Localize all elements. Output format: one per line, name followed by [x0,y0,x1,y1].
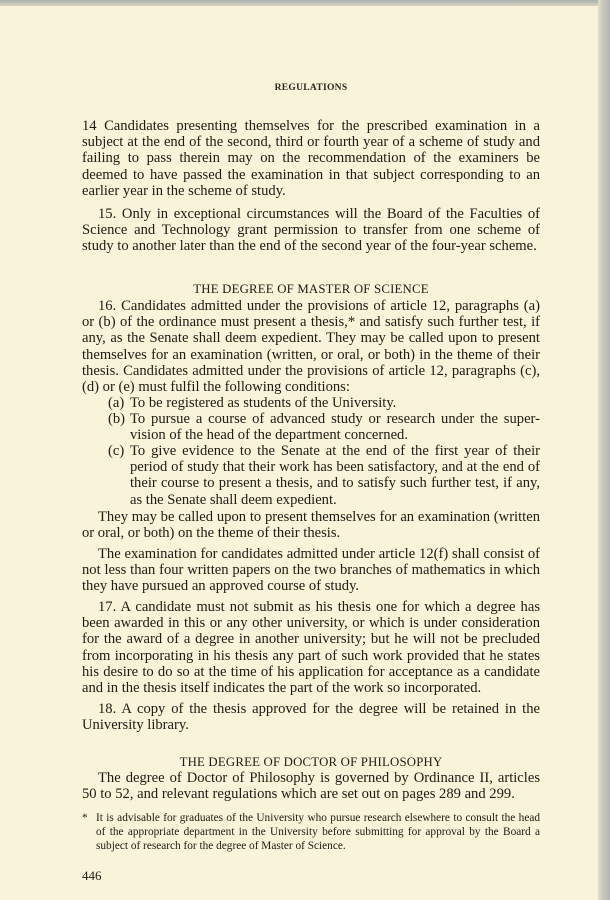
condition-label: (b) [108,411,126,427]
page-number: 446 [82,868,102,883]
condition-b [108,411,540,443]
condition-label: (c) [108,443,125,459]
condition-label: (a) [108,395,125,411]
paragraph-18: 18. A copy of the thesis approved for the degree will be retained in the University library. [82,701,540,734]
paragraph-14: 14 Candidates presenting themselves for the prescribed examination in a subject at the end of the second, third or fourth year of a scheme of study and failing to pass therein may on the recommendation of the examiners be deemed to have passed the examination in that subject corresponding to an earlier year in the scheme of study. [82,118,540,199]
paragraph-15: 15. Only in exceptional circumstances will the Board of the Faculties of Science and Technology grant permission to transfer from one scheme of study to another later than the end of the second year of the four-year scheme. [82,206,540,255]
paragraph-16-continued: They may be called upon to present themselves for an examination (written or oral, or both) on the theme of their thesis. [82,509,540,542]
condition-a [108,395,540,411]
book-page [0,6,598,900]
paragraph-17: 17. A candidate must not submit as his thesis one for which a degree has been awarded in this or any other university, or which is under consideration for the award of a degree in another university; but he will not be precluded from incorporating in his thesis any part of such work provided that he states his desire to do so at the time of his application for acceptance as a candidate and in the thesis itself indicates the part of the work so incorporated. [82,599,540,697]
condition-text: To be registered as students of the University. [130,395,397,411]
footnote [82,812,540,853]
paragraph-16-examination: The examination for candidates admitted under article 12(f) shall consist of not less than four written papers on the two branches of mathematics in which they have pursued an approved course of study. [82,546,540,595]
paragraph-16: 16. Candidates admitted under the provisions of article 12, paragraphs (a) or (b) of the ordinance must present a thesis,* and satisfy such further test, if any, as the Senate shall deem expedient. They may be called upon to present themselves for an examination (written, or oral, or both) in the theme of their thesis. Candidates admitted under the provisions of article 12, paragraphs (c), (d) or (e) must fulfil the following conditions: [82,298,540,396]
footnote-marker: * [82,812,88,824]
condition-text: To pursue a course of advanced study or research under the super-vision of the head of the department concerned. [130,411,540,444]
running-head: REGULATIONS [274,83,348,93]
condition-text: To give evidence to the Senate at the end of the first year of their period of study that their work has been satisfactory, and at the end of their course to present a thesis, and to satisfy such further test, if any, as the Senate shall deem expedient. [130,443,540,508]
condition-c [108,443,540,508]
heading-master-of-science: THE DEGREE OF MASTER OF SCIENCE [193,282,429,296]
paragraph-phd: The degree of Doctor of Philosophy is governed by Ordinance II, articles 50 to 52, and relevant regulations which are set out on pages 289 and 299. [82,770,540,803]
footnote-text: It is advisable for graduates of the University who pursue research elsewhere to consult the head of the appropriate department in the University before submitting for approval by the Board a subject of research for the degree of Master of Science. [96,812,540,852]
scan-right-edge [598,0,610,900]
heading-doctor-of-philosophy: THE DEGREE OF DOCTOR OF PHILOSOPHY [179,755,443,769]
